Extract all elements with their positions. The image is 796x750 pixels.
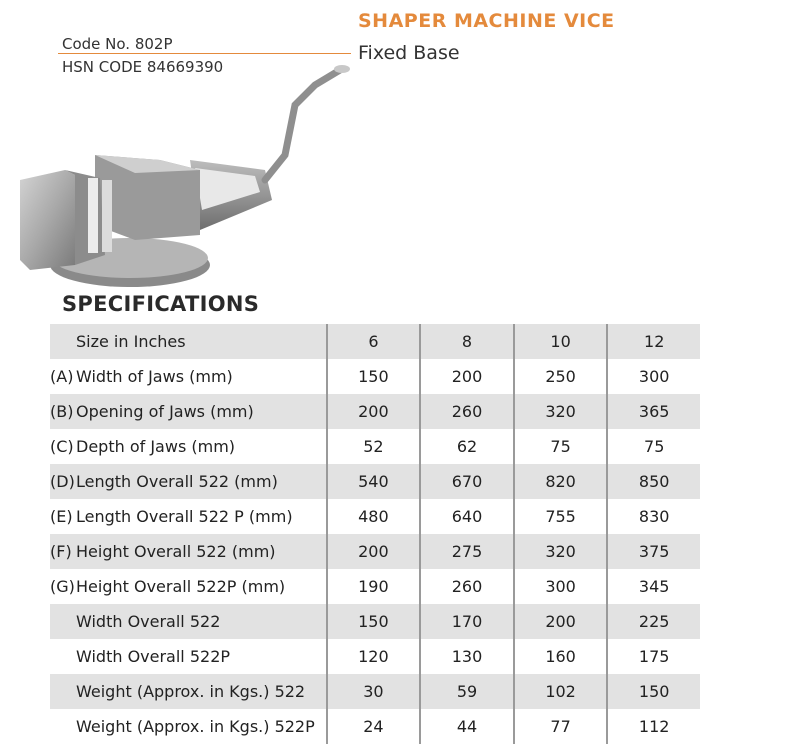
row-label: Weight (Approx. in Kgs.) 522P bbox=[76, 717, 315, 736]
value-cell: 130 bbox=[420, 639, 514, 674]
value-cell: 160 bbox=[514, 639, 608, 674]
row-label-cell bbox=[50, 534, 327, 569]
value-cell: 260 bbox=[420, 394, 514, 429]
machine-vice-photo bbox=[10, 60, 350, 300]
size-header-cell: 12 bbox=[607, 324, 700, 359]
value-cell: 670 bbox=[420, 464, 514, 499]
row-label: Width Overall 522 bbox=[76, 612, 221, 631]
value-cell: 480 bbox=[327, 499, 421, 534]
value-cell: 225 bbox=[607, 604, 700, 639]
code-number: Code No. 802P bbox=[62, 35, 173, 53]
row-prefix: (D) bbox=[50, 472, 75, 491]
row-prefix: (G) bbox=[50, 577, 75, 596]
value-cell: 200 bbox=[327, 534, 421, 569]
size-header-cell: 10 bbox=[514, 324, 608, 359]
row-prefix: (B) bbox=[50, 402, 74, 421]
value-cell: 300 bbox=[514, 569, 608, 604]
row-label: Width of Jaws (mm) bbox=[76, 367, 233, 386]
value-cell: 170 bbox=[420, 604, 514, 639]
table-row bbox=[50, 499, 700, 534]
size-header-cell: 6 bbox=[327, 324, 421, 359]
value-cell: 320 bbox=[514, 534, 608, 569]
table-row bbox=[50, 639, 700, 674]
value-cell: 59 bbox=[420, 674, 514, 709]
row-label-cell bbox=[50, 499, 327, 534]
row-label-cell bbox=[50, 709, 327, 744]
value-cell: 755 bbox=[514, 499, 608, 534]
table-row bbox=[50, 569, 700, 604]
value-cell: 850 bbox=[607, 464, 700, 499]
value-cell: 540 bbox=[327, 464, 421, 499]
table-row bbox=[50, 464, 700, 499]
row-label-cell bbox=[50, 604, 327, 639]
row-prefix: (A) bbox=[50, 367, 74, 386]
table-header-row bbox=[50, 324, 700, 359]
row-label: Height Overall 522 (mm) bbox=[76, 542, 276, 561]
value-cell: 260 bbox=[420, 569, 514, 604]
row-label: Length Overall 522 (mm) bbox=[76, 472, 278, 491]
value-cell: 150 bbox=[607, 674, 700, 709]
value-cell: 830 bbox=[607, 499, 700, 534]
value-cell: 320 bbox=[514, 394, 608, 429]
table-row bbox=[50, 534, 700, 569]
row-prefix: (F) bbox=[50, 542, 72, 561]
value-cell: 640 bbox=[420, 499, 514, 534]
specifications-table bbox=[50, 324, 700, 744]
value-cell: 62 bbox=[420, 429, 514, 464]
value-cell: 200 bbox=[420, 359, 514, 394]
specifications-heading: SPECIFICATIONS bbox=[62, 292, 260, 316]
value-cell: 77 bbox=[514, 709, 608, 744]
table-row bbox=[50, 709, 700, 744]
value-cell: 175 bbox=[607, 639, 700, 674]
value-cell: 52 bbox=[327, 429, 421, 464]
row-label: Width Overall 522P bbox=[76, 647, 231, 666]
value-cell: 112 bbox=[607, 709, 700, 744]
table-row bbox=[50, 394, 700, 429]
value-cell: 190 bbox=[327, 569, 421, 604]
hsn-code: HSN CODE 84669390 bbox=[62, 58, 224, 76]
row-prefix: (C) bbox=[50, 437, 74, 456]
row-label-cell bbox=[50, 464, 327, 499]
value-cell: 24 bbox=[327, 709, 421, 744]
value-cell: 200 bbox=[514, 604, 608, 639]
header-label bbox=[50, 324, 327, 359]
value-cell: 365 bbox=[607, 394, 700, 429]
value-cell: 820 bbox=[514, 464, 608, 499]
page-title: SHAPER MACHINE VICE bbox=[358, 10, 615, 32]
divider-line bbox=[58, 53, 351, 54]
row-label: Weight (Approx. in Kgs.) 522 bbox=[76, 682, 306, 701]
row-label-cell bbox=[50, 394, 327, 429]
value-cell: 345 bbox=[607, 569, 700, 604]
value-cell: 75 bbox=[514, 429, 608, 464]
value-cell: 150 bbox=[327, 359, 421, 394]
size-header-cell: 8 bbox=[420, 324, 514, 359]
value-cell: 102 bbox=[514, 674, 608, 709]
value-cell: 250 bbox=[514, 359, 608, 394]
value-cell: 30 bbox=[327, 674, 421, 709]
row-label-cell bbox=[50, 569, 327, 604]
value-cell: 75 bbox=[607, 429, 700, 464]
value-cell: 275 bbox=[420, 534, 514, 569]
row-label-cell bbox=[50, 359, 327, 394]
value-cell: 120 bbox=[327, 639, 421, 674]
table-row bbox=[50, 674, 700, 709]
value-cell: 300 bbox=[607, 359, 700, 394]
row-label: Height Overall 522P (mm) bbox=[76, 577, 286, 596]
value-cell: 150 bbox=[327, 604, 421, 639]
value-cell: 44 bbox=[420, 709, 514, 744]
table-row bbox=[50, 429, 700, 464]
table-row bbox=[50, 359, 700, 394]
value-cell: 200 bbox=[327, 394, 421, 429]
row-label: Depth of Jaws (mm) bbox=[76, 437, 236, 456]
row-label: Length Overall 522 P (mm) bbox=[76, 507, 293, 526]
page-subtitle: Fixed Base bbox=[358, 42, 460, 64]
row-label-cell bbox=[50, 674, 327, 709]
row-label-cell bbox=[50, 429, 327, 464]
row-label-cell bbox=[50, 639, 327, 674]
row-label: Opening of Jaws (mm) bbox=[76, 402, 254, 421]
value-cell: 375 bbox=[607, 534, 700, 569]
row-prefix: (E) bbox=[50, 507, 73, 526]
row-label: Size in Inches bbox=[76, 332, 186, 351]
table-row bbox=[50, 604, 700, 639]
